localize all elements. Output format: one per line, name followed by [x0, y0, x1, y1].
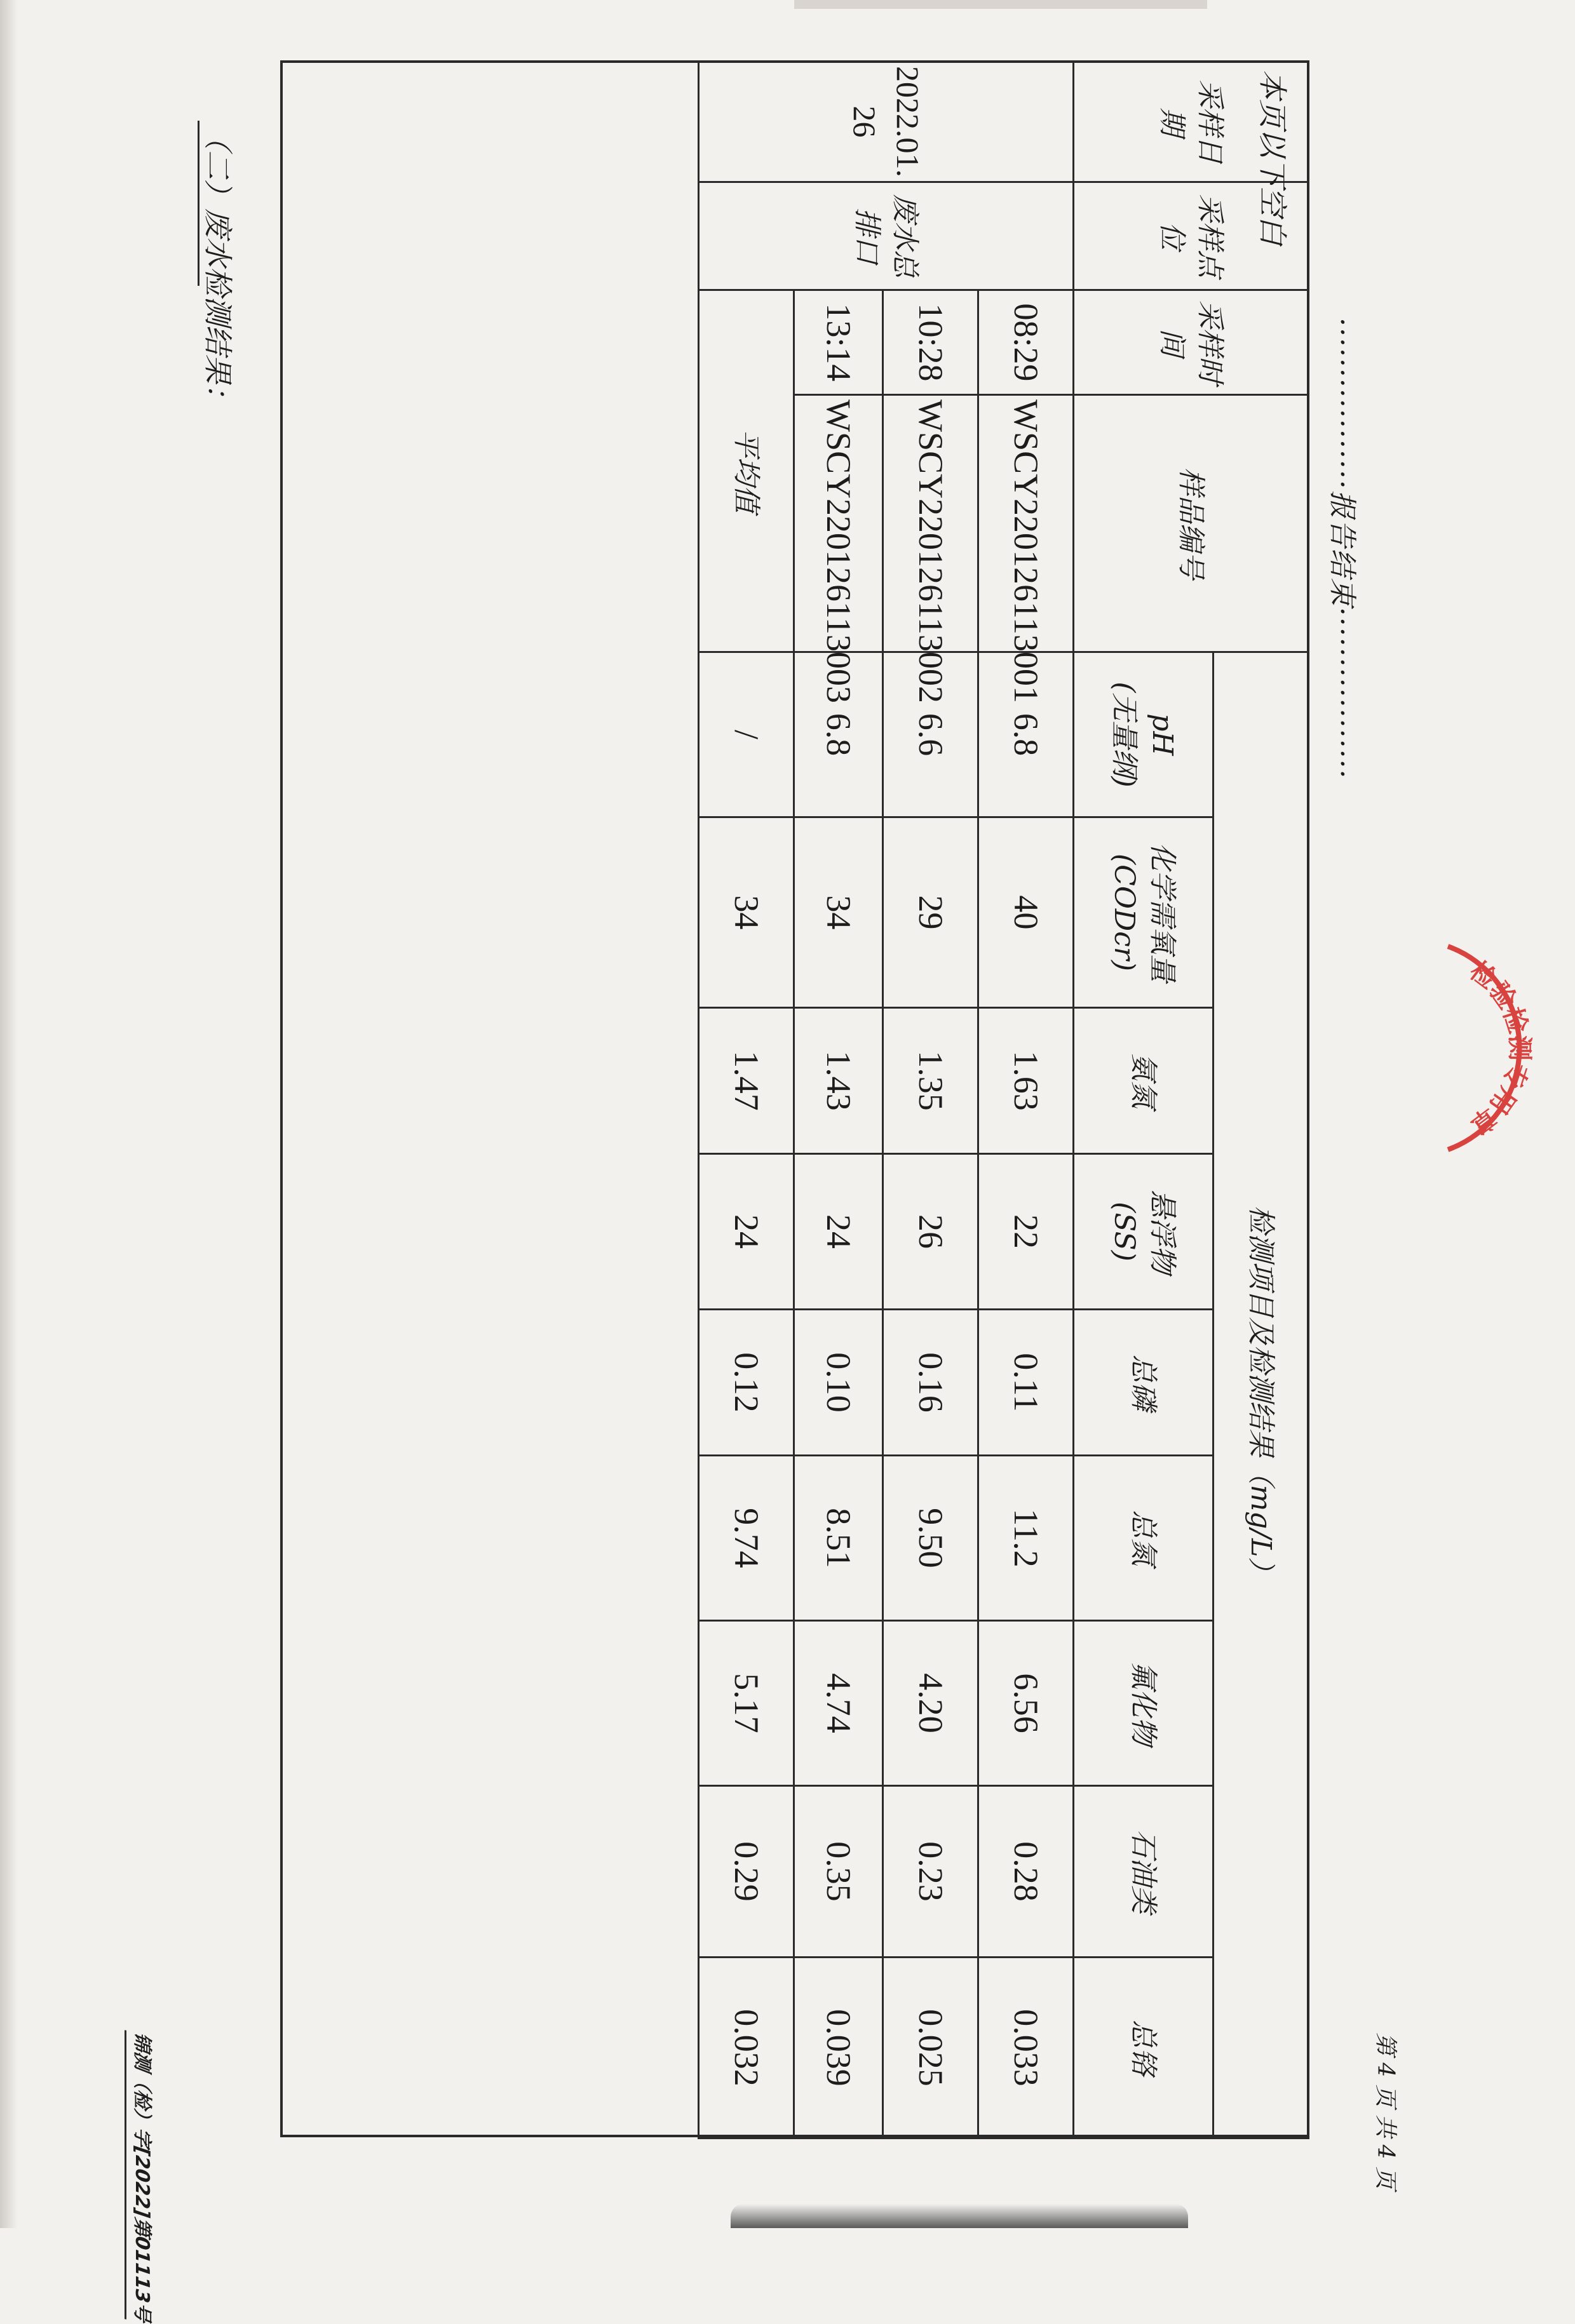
value-cell: 0.16: [883, 1310, 978, 1456]
sample-id-cell: WSCY220126113003: [794, 395, 883, 652]
header-sample-point: 采样点位: [1074, 182, 1309, 290]
blank-area: [280, 62, 699, 2139]
header-sample-id: 样品编号: [1074, 395, 1309, 652]
value-cell: 0.11: [978, 1310, 1074, 1456]
value-cell: 4.74: [794, 1621, 883, 1786]
value-cell: 8.51: [794, 1456, 883, 1621]
header-item-unit: (SS): [1108, 1202, 1141, 1261]
value-cell: 9.50: [883, 1456, 978, 1621]
sample-point-cell: 废水总排口: [699, 182, 1074, 290]
header-item-name: 氨氮: [1127, 1052, 1160, 1109]
average-value-cell: 34: [699, 817, 794, 1008]
header-item-name: 化学需氧量: [1146, 842, 1179, 983]
value-cell: 40: [978, 817, 1074, 1008]
value-cell: 0.025: [883, 1958, 978, 2139]
average-value-cell: 24: [699, 1154, 794, 1310]
value-cell: 1.35: [883, 1008, 978, 1154]
blank-below-note: 本页以下空白: [1255, 70, 1290, 245]
header-item-name: 总铬: [1127, 2020, 1160, 2076]
average-row: [699, 62, 794, 2139]
value-cell: 6.8: [978, 652, 1074, 817]
report-end-line: ·················报告结束·················: [1326, 318, 1358, 780]
value-cell: 1.63: [978, 1008, 1074, 1154]
header-item-cod: [1074, 817, 1213, 1008]
sample-time-cell: 13:14: [794, 290, 883, 395]
value-cell: 0.28: [978, 1786, 1074, 1958]
header-item-ph: [1074, 652, 1213, 817]
header-item-total-phosphorus: [1074, 1310, 1213, 1456]
header-item-name: pH: [1146, 713, 1179, 756]
value-cell: 6.6: [883, 652, 978, 817]
value-cell: 0.10: [794, 1310, 883, 1456]
sample-id-cell: WSCY220126113001: [978, 395, 1074, 652]
table-row: [883, 62, 978, 2139]
header-item-ammonia: [1074, 1008, 1213, 1154]
header-item-name: 氟化物: [1127, 1661, 1160, 1745]
value-cell: 0.23: [883, 1786, 978, 1958]
table-row: [978, 62, 1074, 2139]
value-cell: 29: [883, 817, 978, 1008]
average-value-cell: 0.29: [699, 1786, 794, 1958]
table-row: [794, 62, 883, 2139]
header-item-total-chromium: [1074, 1958, 1213, 2139]
average-value-cell: 0.032: [699, 1958, 794, 2139]
header-sample-time: 采样时间: [1074, 290, 1309, 395]
average-value-cell: 5.17: [699, 1621, 794, 1786]
sample-id-cell: WSCY220126113002: [883, 395, 978, 652]
header-sample-date: 采样日期: [1074, 62, 1309, 182]
sample-date-cell: 2022.01.26: [699, 62, 1074, 182]
average-value-cell: 0.12: [699, 1310, 794, 1456]
header-item-ss: [1074, 1154, 1213, 1310]
header-item-fluoride: [1074, 1621, 1213, 1786]
header-item-name: 悬浮物: [1146, 1190, 1179, 1273]
value-cell: 11.2: [978, 1456, 1074, 1621]
average-label: 平均值: [699, 290, 794, 652]
wastewater-results-table: [280, 60, 1309, 2139]
section-title: （二）废水检测结果：: [201, 121, 235, 413]
value-cell: 22: [978, 1154, 1074, 1310]
value-cell: 26: [883, 1154, 978, 1310]
header-item-name: 总磷: [1127, 1354, 1160, 1411]
value-cell: 4.20: [883, 1621, 978, 1786]
header-item-name: 石油类: [1127, 1829, 1160, 1914]
value-cell: 24: [794, 1154, 883, 1310]
header-item-unit: (无量纲): [1108, 682, 1141, 788]
sample-time-cell: 08:29: [978, 290, 1074, 395]
value-cell: 0.033: [978, 1958, 1074, 2139]
average-value-cell: /: [699, 652, 794, 817]
report-number: 锦测（检）字[2022]第01113号: [125, 2030, 158, 2324]
sample-time-cell: 10:28: [883, 290, 978, 395]
header-item-name: 总氮: [1127, 1510, 1160, 1566]
value-cell: 6.56: [978, 1621, 1074, 1786]
average-value-cell: 1.47: [699, 1008, 794, 1154]
header-test-items-group: 检测项目及检测结果（mg/L）: [1213, 652, 1309, 2139]
average-value-cell: 9.74: [699, 1456, 794, 1621]
value-cell: 1.43: [794, 1008, 883, 1154]
header-item-petroleum: [1074, 1786, 1213, 1958]
value-cell: 6.8: [794, 652, 883, 817]
stamp-seal-icon: [1442, 934, 1569, 1162]
section-underline: [198, 121, 199, 286]
header-item-total-nitrogen: [1074, 1456, 1213, 1621]
value-cell: 0.35: [794, 1786, 883, 1958]
page-number: 第 4 页 共 4 页: [1372, 2032, 1398, 2190]
svg-text:检验检测专用章: 检验检测专用章: [1464, 956, 1534, 1140]
value-cell: 34: [794, 817, 883, 1008]
value-cell: 0.039: [794, 1958, 883, 2139]
header-item-unit: (CODcr): [1108, 853, 1141, 972]
